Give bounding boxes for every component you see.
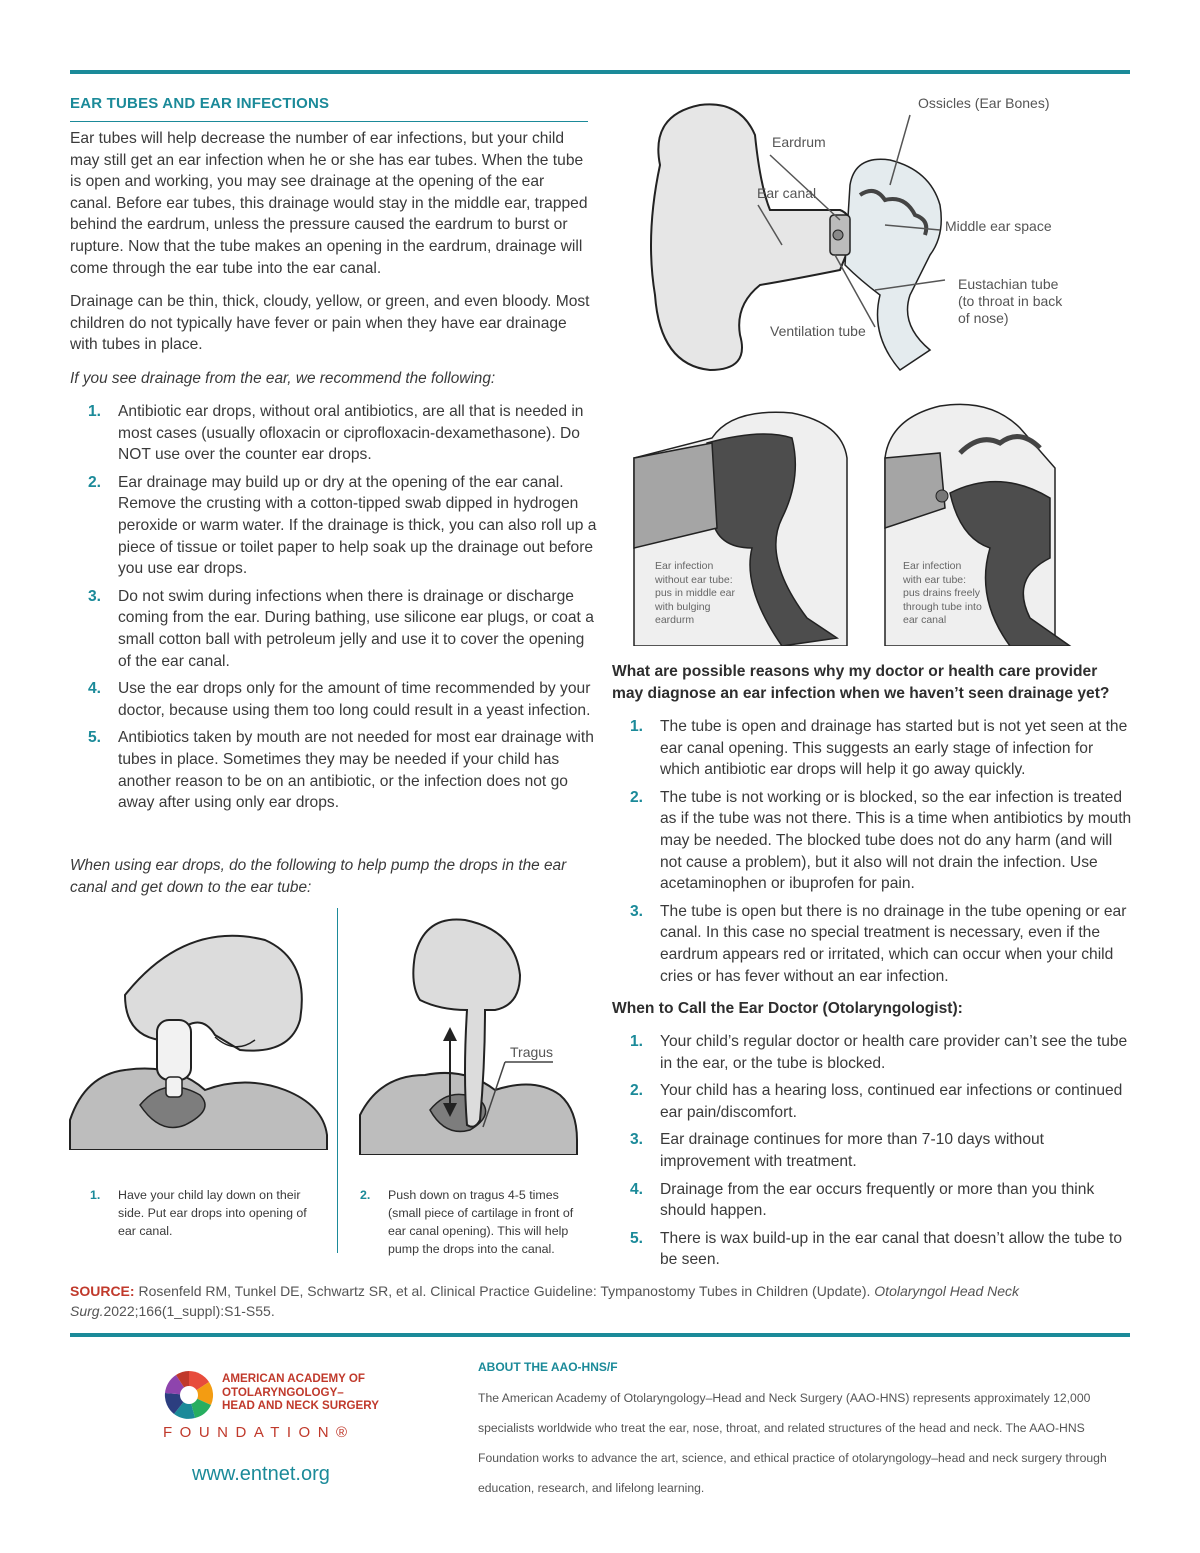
list-item: 4. Drainage from the ear occurs frequently or more than you think should happen. bbox=[630, 1180, 1095, 1220]
illustration-divider bbox=[337, 908, 338, 1253]
list-item: 2. The tube is not working or is blocked, so the ear infection is treated as if the tube was not there. This is a time when antibiotics by mouth may be needed. The blocked tube does not do any harm (and will not cause a problem), but it also will not drain the infection. Use acetaminophen or ibuprofen for pain. bbox=[630, 788, 1132, 893]
list-item: 5. Antibiotics taken by mouth are not needed for most ear drainage with tubes in place. Sometimes they may be needed if your child has another reason to be on an antibiotic, or the infection does not go away after using only ear drops. bbox=[88, 729, 594, 812]
label-ear-canal: Ear canal bbox=[757, 185, 817, 201]
top-divider bbox=[70, 70, 1130, 74]
label-ventilation-tube: Ventilation tube bbox=[770, 323, 866, 339]
drop-step-caption-2: 2. Push down on tragus 4-5 times (small piece of cartilage in front of ear canal opening). This will help pump the drops into the canal. bbox=[360, 1188, 574, 1256]
footer-divider bbox=[70, 1333, 1130, 1337]
reasons-question: What are possible reasons why my doctor or health care provider may diagnose an ear infection when we haven’t seen drainage yet? bbox=[612, 663, 1110, 702]
drop-step-caption-1: 1. Have your child lay down on their side. Put ear drops into opening of ear canal. bbox=[90, 1188, 307, 1238]
recommendations-list bbox=[70, 401, 600, 820]
label-ossicles: Ossicles (Ear Bones) bbox=[918, 95, 1050, 111]
source-citation: SOURCE: Rosenfeld RM, Tunkel DE, Schwartz SR, et al. Clinical Practice Guideline: Tympanostomy Tubes in Children (Update). Otolaryngol Head Neck Surg.2022;166(1_suppl):S1-S55. bbox=[70, 1283, 1020, 1319]
label-eardrum: Eardrum bbox=[772, 134, 826, 150]
call-reasons-list bbox=[612, 1031, 1132, 1277]
ear-anatomy-diagram bbox=[640, 95, 1070, 385]
list-item: 1. The tube is open and drainage has started but is not yet seen at the ear canal opening. This suggests an early stage of infection for which antibiotic ear drops will help it go away quickly. bbox=[630, 718, 1128, 779]
section-title-underline bbox=[70, 121, 588, 122]
recommend-intro: If you see drainage from the ear, we recommend the following: bbox=[70, 370, 496, 387]
reasons-list bbox=[612, 716, 1132, 993]
aao-logo-icon bbox=[162, 1368, 216, 1422]
caption-without-tube: Ear infection without ear tube: pus in middle ear with bulging eardurm bbox=[655, 560, 735, 626]
caption-with-tube: Ear infection with ear tube: pus drains freely through tube into ear canal bbox=[903, 560, 982, 626]
list-item: 2. Ear drainage may build up or dry at the opening of the ear canal. Remove the crusting with a cotton-tipped swab dipped in hydrogen peroxide or warm water. If the drainage is thick, you can also roll up a piece of tissue or toilet paper to help soak up the drainage out before you use ear drops. bbox=[88, 473, 597, 578]
about-title: ABOUT THE AAO-HNS/F bbox=[478, 1360, 618, 1374]
label-eustachian-2: (to throat in back bbox=[958, 293, 1063, 309]
list-item: 2. Your child has a hearing loss, continued ear infections or continued ear pain/discomfort. bbox=[630, 1082, 1123, 1121]
call-heading: When to Call the Ear Doctor (Otolaryngologist): bbox=[612, 1000, 963, 1017]
list-item: 4. Use the ear drops only for the amount of time recommended by your doctor, because using them too long could result in a yeast infection. bbox=[88, 680, 591, 719]
tragus-illustration bbox=[355, 915, 580, 1155]
intro-paragraph-2: Drainage can be thin, thick, cloudy, yellow, or green, and even bloody. Most children do not typically have fever or pain when they have ear drainage with tubes in place. bbox=[70, 293, 590, 354]
list-item: 1. Your child’s regular doctor or health care provider can’t see the tube in the ear, or the tube is blocked. bbox=[630, 1033, 1128, 1072]
website-link[interactable]: www.entnet.org bbox=[192, 1463, 330, 1485]
label-eustachian-3: of nose) bbox=[958, 310, 1009, 326]
label-eustachian-1: Eustachian tube bbox=[958, 276, 1059, 292]
list-item: 5. There is wax build-up in the ear canal that doesn’t allow the tube to be seen. bbox=[630, 1229, 1123, 1269]
list-item: 1. Antibiotic ear drops, without oral antibiotics, are all that is needed in most cases (usually ofloxacin or ciprofloxacin-dexamethasone). Do NOT use over the counter ear drops. bbox=[88, 403, 584, 464]
list-item: 3. Do not swim during infections when there is drainage or discharge coming from the ear. During bathing, use silicone ear plugs, or coat a small cotton ball with petroleum jelly and use it to cover the opening of the ear canal. bbox=[88, 587, 594, 670]
list-item: 3. Ear drainage continues for more than 7-10 days without improvement with treatment. bbox=[630, 1131, 1045, 1170]
about-text: The American Academy of Otolaryngology–Head and Neck Surgery (AAO-HNS) represents approximately 12,000 specialists worldwide who treat the ear, nose, throat, and related structures of the head and neck. The AAO-HNS Foundation works to advance the art, science, and ethical practice of otolaryngology–head and neck surgery through education, research, and lifelong learning. bbox=[478, 1391, 1107, 1495]
ear-drops-illustration bbox=[65, 925, 330, 1150]
drops-intro: When using ear drops, do the following to help pump the drops in the ear canal and get down to the ear tube: bbox=[70, 857, 567, 896]
section-title: EAR TUBES AND EAR INFECTIONS bbox=[70, 95, 330, 112]
org-name: AMERICAN ACADEMY OF OTOLARYNGOLOGY– HEAD AND NECK SURGERY bbox=[222, 1372, 379, 1412]
foundation-wordmark: FOUNDATION® bbox=[163, 1424, 355, 1441]
intro-paragraph-1: Ear tubes will help decrease the number of ear infections, but your child may still get an ear infection when he or she has ear tubes. When the tube is open and working, you may see drainage at the opening of the ear canal. Before ear tubes, this drainage would stay in the middle ear, trapped behind the eardrum, unless the pressure caused the eardrum to burst or rupture. Now that the tube makes an opening in the eardrum, drainage will come through the ear tube into the ear canal. bbox=[70, 130, 588, 277]
label-middle-ear: Middle ear space bbox=[945, 218, 1052, 234]
tragus-label: Tragus bbox=[510, 1044, 554, 1060]
list-item: 3. The tube is open but there is no drainage in the tube opening or ear canal. In this case no special treatment is necessary, even if the eardrum appears red or irritated, which can occur when your child cries or has fever without an ear infection. bbox=[630, 902, 1127, 985]
